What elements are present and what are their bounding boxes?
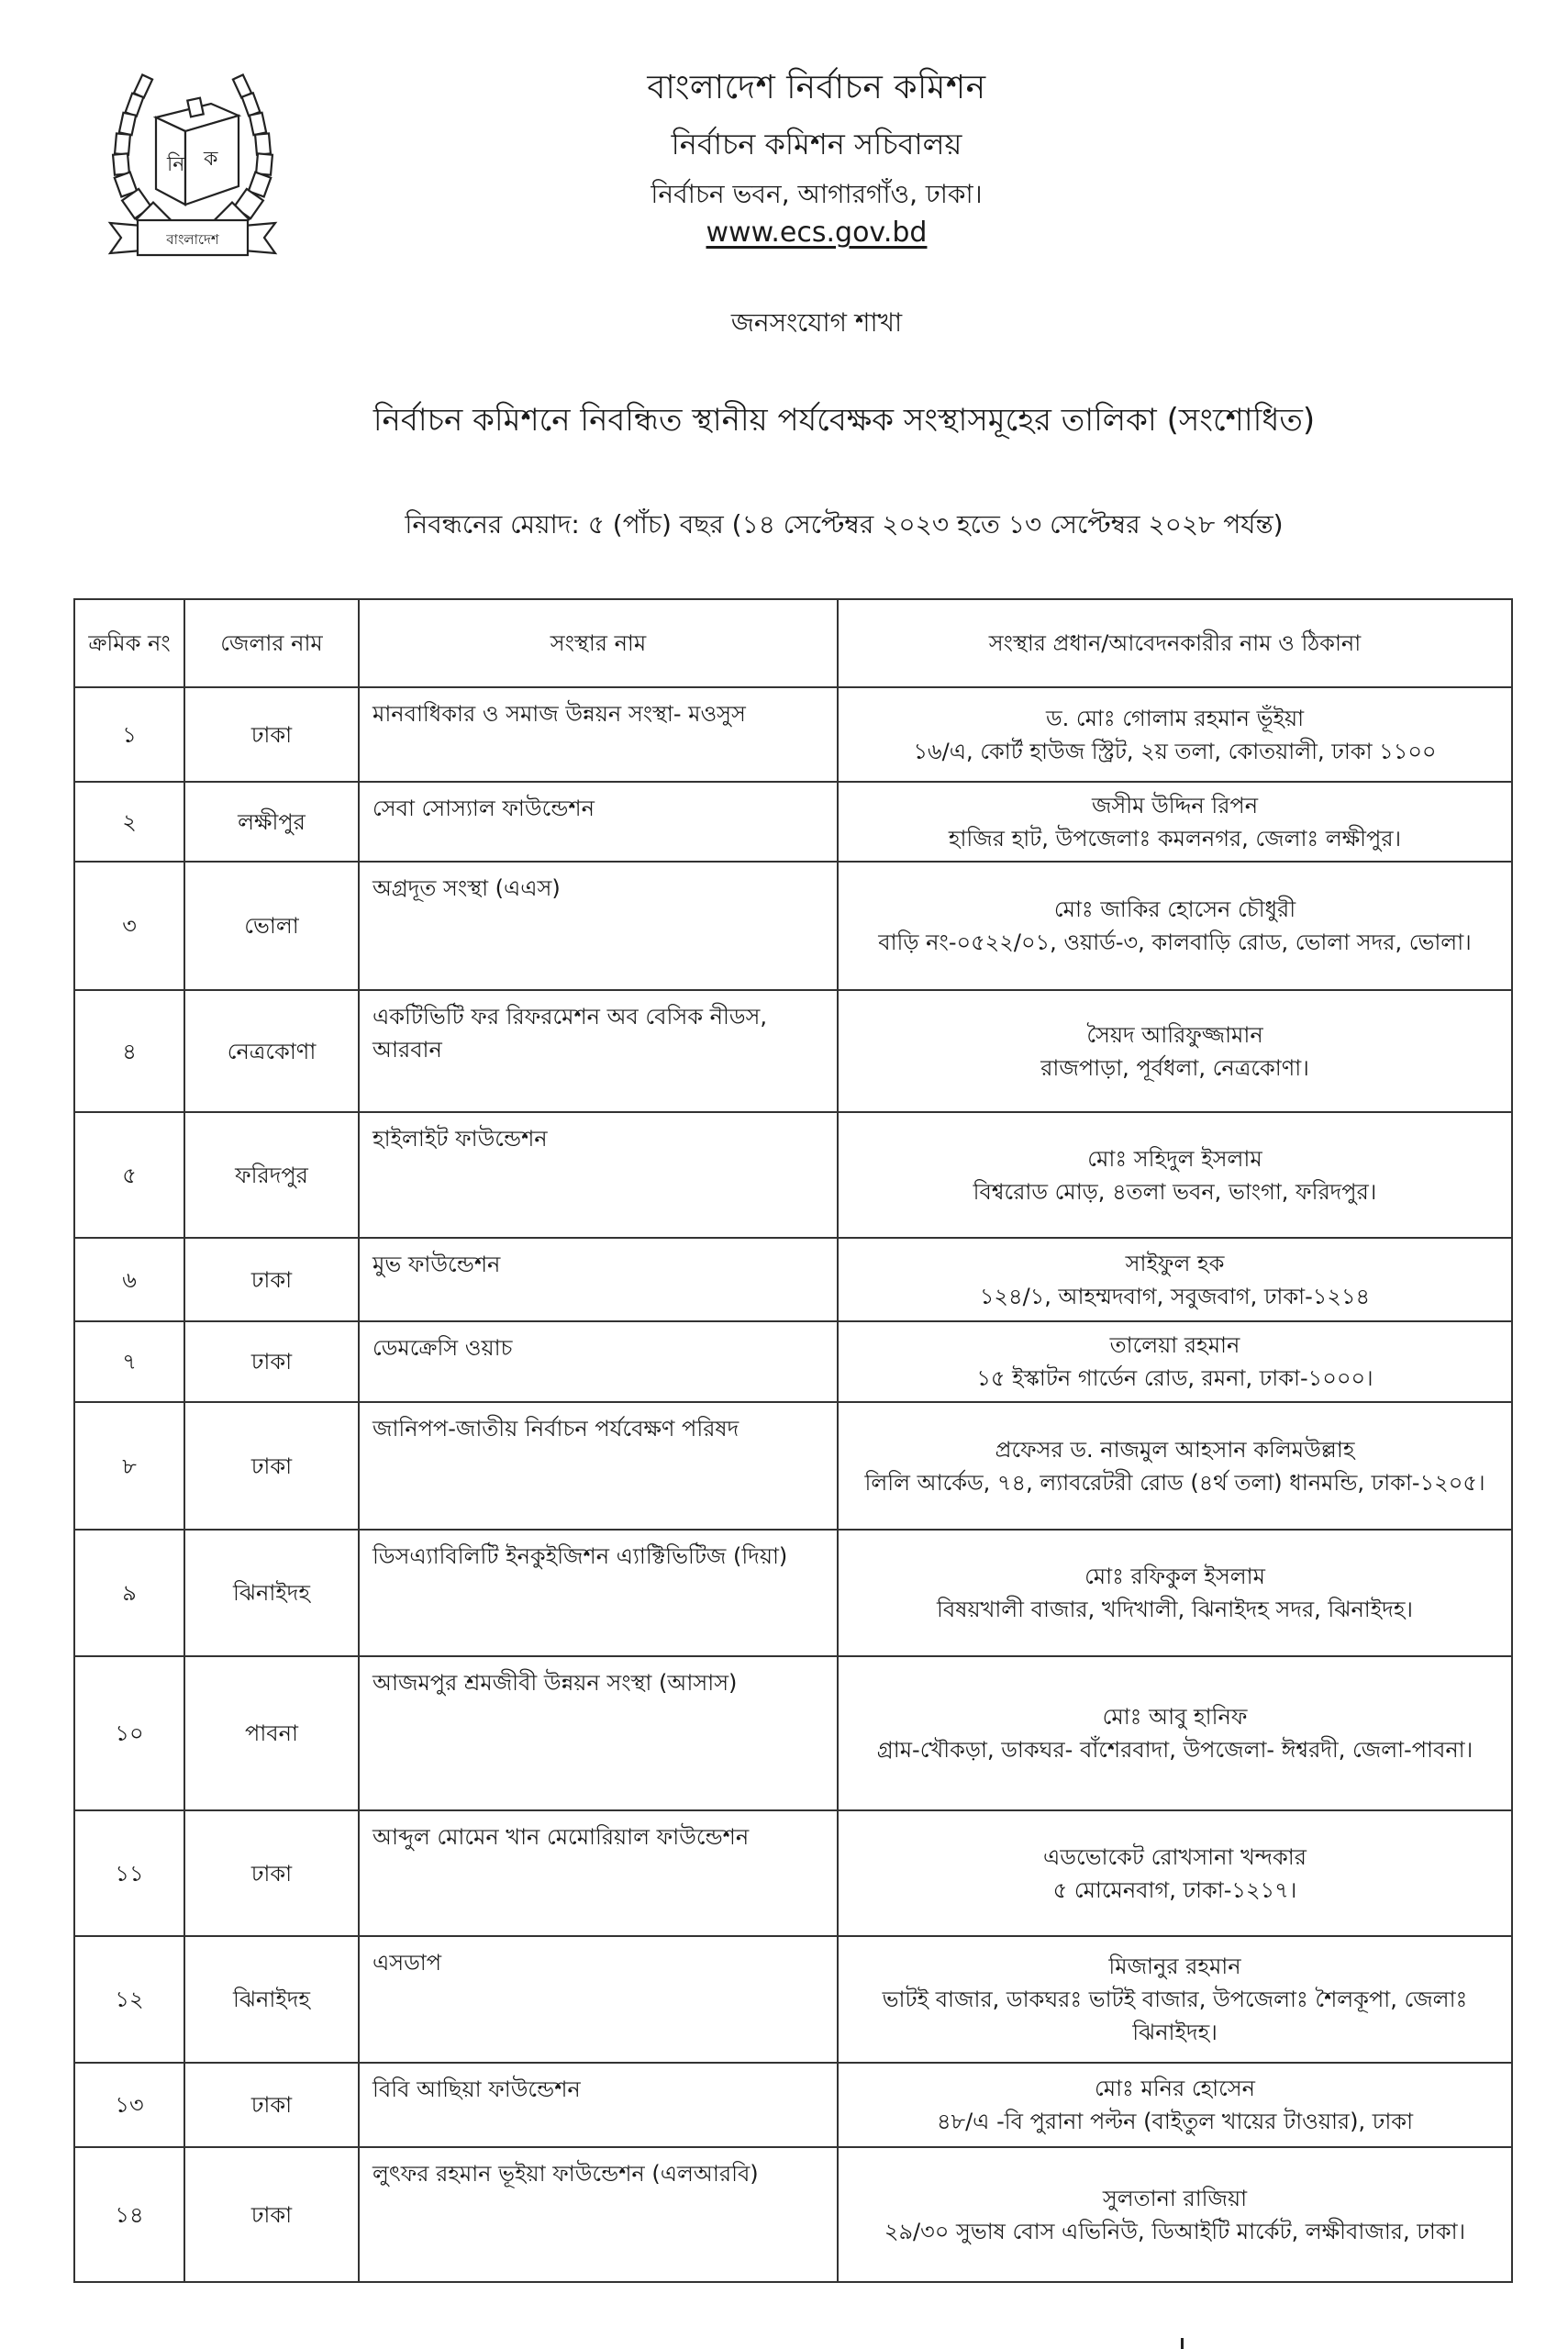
head-info-cell (838, 2063, 1512, 2147)
head-info-cell (838, 1321, 1512, 1402)
head-address: লিলি আর্কেড, ৭৪, ল্যাবরেটরী রোড (৪র্থ তলা) ধানমন্ডি, ঢাকা-১২০৫। (864, 1469, 1485, 1496)
column-header-district: জেলার নাম (184, 599, 359, 687)
district-cell: পাবনা (184, 1656, 359, 1810)
serial-cell: ১ (74, 687, 184, 782)
org-name-cell: ডিসএ্যাবিলিটি ইনকুইজিশন এ্যাক্টিভিটিজ (দিয়া) (359, 1530, 838, 1656)
table-row (74, 862, 1512, 990)
org-name-cell: বিবি আছিয়া ফাউন্ডেশন (359, 2063, 838, 2147)
head-address: ২৯/৩০ সুভাষ বোস এভিনিউ, ডিআইটি মার্কেট, লক্ষীবাজার, ঢাকা। (884, 2218, 1466, 2244)
serial-cell: ৭ (74, 1321, 184, 1402)
head-address: রাজপাড়া, পূর্বধলা, নেত্রকোণা। (1040, 1054, 1309, 1081)
box-letter-right: ক (204, 148, 218, 171)
head-info-cell (838, 1112, 1512, 1238)
district-cell: ফরিদপুর (184, 1112, 359, 1238)
org-name-cell: ডেমক্রেসি ওয়াচ (359, 1321, 838, 1402)
table-row (74, 687, 1512, 782)
serial-cell: ১১ (74, 1810, 184, 1936)
serial-cell: ৩ (74, 862, 184, 990)
head-address: ৪৮/এ -বি পুরানা পল্টন (বাইতুল খায়ের টাওয়ার), ঢাকা (936, 2109, 1414, 2134)
org-name: বাংলাদেশ নির্বাচন কমিশন (647, 69, 986, 106)
head-address: ভাটই বাজার, ডাকঘরঃ ভাটই বাজার, উপজেলাঃ শৈলকূপা, জেলাঃ ঝিনাইদহ। (882, 1987, 1468, 2045)
table-row (74, 1936, 1512, 2063)
district-cell: ঢাকা (184, 687, 359, 782)
serial-cell: ৯ (74, 1530, 184, 1656)
ballot-box-emblem-icon (101, 62, 284, 260)
document-title: নির্বাচন কমিশনে নিবন্ধিত স্থানীয় পর্যবেক্ষক সংস্থাসমূহের তালিকা (সংশোধিত) (373, 402, 1316, 439)
head-name: তালেয়া রহমান (1109, 1332, 1240, 1358)
head-info-cell (838, 1238, 1512, 1321)
head-info-cell (838, 2147, 1512, 2282)
head-info-cell (838, 1936, 1512, 2063)
district-cell: ঝিনাইদহ (184, 1530, 359, 1656)
table-row (74, 1402, 1512, 1530)
table-body (74, 687, 1512, 2282)
serial-cell: ১৪ (74, 2147, 184, 2282)
table-row (74, 782, 1512, 862)
head-name: সুলতানা রাজিয়া (1102, 2185, 1248, 2211)
head-name: মিজানুর রহমান (1108, 1954, 1241, 1979)
head-address: বিশ্বরোড মোড়, ৪তলা ভবন, ভাংগা, ফরিদপুর। (973, 1178, 1377, 1205)
scan-mark (1181, 2338, 1184, 2349)
district-cell: ভোলা (184, 862, 359, 990)
org-name-cell: অগ্রদূত সংস্থা (এএস) (359, 862, 838, 990)
district-cell: ঢাকা (184, 2063, 359, 2147)
head-address: বাড়ি নং-০৫২২/০১, ওয়ার্ড-৩, কালবাড়ি রোড, ভোলা সদর, ভোলা। (878, 930, 1472, 955)
table-row (74, 2147, 1512, 2282)
org-name-cell: মুভ ফাউন্ডেশন (359, 1238, 838, 1321)
org-name-cell: হাইলাইট ফাউন্ডেশন (359, 1112, 838, 1238)
branch-name: জনসংযোগ শাখা (730, 307, 903, 338)
head-info-cell (838, 990, 1512, 1112)
serial-cell: ৪ (74, 990, 184, 1112)
column-header-org: সংস্থার নাম (359, 599, 838, 687)
table-header-row (74, 599, 1512, 687)
head-name: জসীম উদ্দিন রিপন (1091, 792, 1259, 818)
box-letter-left: নি (167, 153, 185, 176)
district-cell: ঢাকা (184, 1402, 359, 1530)
head-address: ১২৪/১, আহম্মদবাগ, সবুজবাগ, ঢাকা-১২১৪ (979, 1283, 1371, 1309)
registration-validity: নিবন্ধনের মেয়াদ: ৫ (পাঁচ) বছর (১৪ সেপ্টেম্বর ২০২৩ হতে ১৩ সেপ্টেম্বর ২০২৮ পর্যন্ত) (405, 509, 1284, 540)
secretariat-name: নির্বাচন কমিশন সচিবালয় (671, 127, 962, 161)
head-info-cell (838, 1530, 1512, 1656)
head-address: হাজির হাট, উপজেলাঃ কমলনগর, জেলাঃ লক্ষীপুর। (948, 825, 1402, 852)
serial-cell: ২ (74, 782, 184, 862)
table-row (74, 2063, 1512, 2147)
head-info-cell (838, 687, 1512, 782)
serial-cell: ১২ (74, 1936, 184, 2063)
org-name-cell: মানবাধিকার ও সমাজ উন্নয়ন সংস্থা- মওসুস (359, 687, 838, 782)
head-address: ৫ মোমেনবাগ, ঢাকা-১২১৭। (1052, 1876, 1297, 1903)
head-info-cell (838, 1810, 1512, 1936)
org-name-cell: আব্দুল মোমেন খান মেমোরিয়াল ফাউন্ডেশন (359, 1810, 838, 1936)
org-name-cell: সেবা সোস্যাল ফাউন্ডেশন (359, 782, 838, 862)
head-info-cell (838, 1656, 1512, 1810)
head-name: মোঃ রফিকুল ইসলাম (1084, 1564, 1265, 1589)
head-info-cell (838, 1402, 1512, 1530)
district-cell: ঢাকা (184, 2147, 359, 2282)
head-address: ১৬/এ, কোর্ট হাউজ স্ট্রিট, ২য় তলা, কোতয়ালী, ঢাকা ১১০০ (913, 738, 1437, 764)
head-info-cell (838, 782, 1512, 862)
org-name-cell: এসডাপ (359, 1936, 838, 2063)
table-row (74, 1112, 1512, 1238)
serial-cell: ১৩ (74, 2063, 184, 2147)
head-address: গ্রাম-খৌকড়া, ডাকঘর- বাঁশেরবাদা, উপজেলা- ঈশ্বরদী, জেলা-পাবনা। (876, 1737, 1473, 1763)
org-name-cell: আজমপুর শ্রমজীবী উন্নয়ন সংস্থা (আসাস) (359, 1656, 838, 1810)
head-address: বিষয়খালী বাজার, খদিখালী, ঝিনাইদহ সদর, ঝিনাইদহ। (936, 1597, 1414, 1622)
head-name: মোঃ আবু হানিফ (1102, 1704, 1248, 1730)
table-row (74, 1530, 1512, 1656)
column-header-head: সংস্থার প্রধান/আবেদনকারীর নাম ও ঠিকানা (838, 599, 1512, 687)
column-header-serial: ক্রমিক নং (74, 599, 184, 687)
website-link[interactable]: www.ecs.gov.bd (706, 217, 928, 249)
district-cell: ঢাকা (184, 1810, 359, 1936)
table-row (74, 1810, 1512, 1936)
head-name: ড. মোঃ গোলাম রহমান ভূঁইয়া (1045, 705, 1305, 731)
district-cell: ঝিনাইদহ (184, 1936, 359, 2063)
head-name: মোঃ সহিদুল ইসলাম (1087, 1145, 1262, 1172)
serial-cell: ৮ (74, 1402, 184, 1530)
head-name: সাইফুল হক (1125, 1250, 1225, 1276)
head-address: ১৫ ইস্কাটন গার্ডেন রোড, রমনা, ঢাকা-১০০০। (976, 1365, 1373, 1391)
serial-cell: ৫ (74, 1112, 184, 1238)
org-name-cell: জানিপপ-জাতীয় নির্বাচন পর্যবেক্ষণ পরিষদ (359, 1402, 838, 1530)
district-cell: ঢাকা (184, 1238, 359, 1321)
district-cell: নেত্রকোণা (184, 990, 359, 1112)
head-info-cell (838, 862, 1512, 990)
head-name: সৈয়দ আরিফুজ্জামান (1086, 1021, 1263, 1048)
head-name: মোঃ মনির হোসেন (1095, 2076, 1255, 2101)
serial-cell: ৬ (74, 1238, 184, 1321)
serial-cell: ১০ (74, 1656, 184, 1810)
district-cell: লক্ষীপুর (184, 782, 359, 862)
head-name: প্রফেসর ড. নাজমুল আহসান কলিমউল্লাহ (995, 1436, 1355, 1463)
observer-organizations-table (73, 598, 1513, 2283)
election-commission-logo (101, 62, 284, 260)
table-row (74, 1321, 1512, 1402)
table-row (74, 1238, 1512, 1321)
org-name-cell: একটিভিটি ফর রিফরমেশন অব বেসিক নীডস, আরবান (359, 990, 838, 1112)
district-cell: ঢাকা (184, 1321, 359, 1402)
org-name-cell: লুৎফর রহমান ভূইয়া ফাউন্ডেশন (এলআরবি) (359, 2147, 838, 2282)
table-row (74, 1656, 1512, 1810)
org-address: নির্বাচন ভবন, আগারগাঁও, ঢাকা। (651, 179, 983, 209)
ribbon-text: বাংলাদেশ (166, 231, 219, 248)
table-row (74, 990, 1512, 1112)
head-name: এডভোকেট রোখসানা খন্দকার (1043, 1843, 1307, 1870)
head-name: মোঃ জাকির হোসেন চৌধুরী (1053, 896, 1296, 922)
